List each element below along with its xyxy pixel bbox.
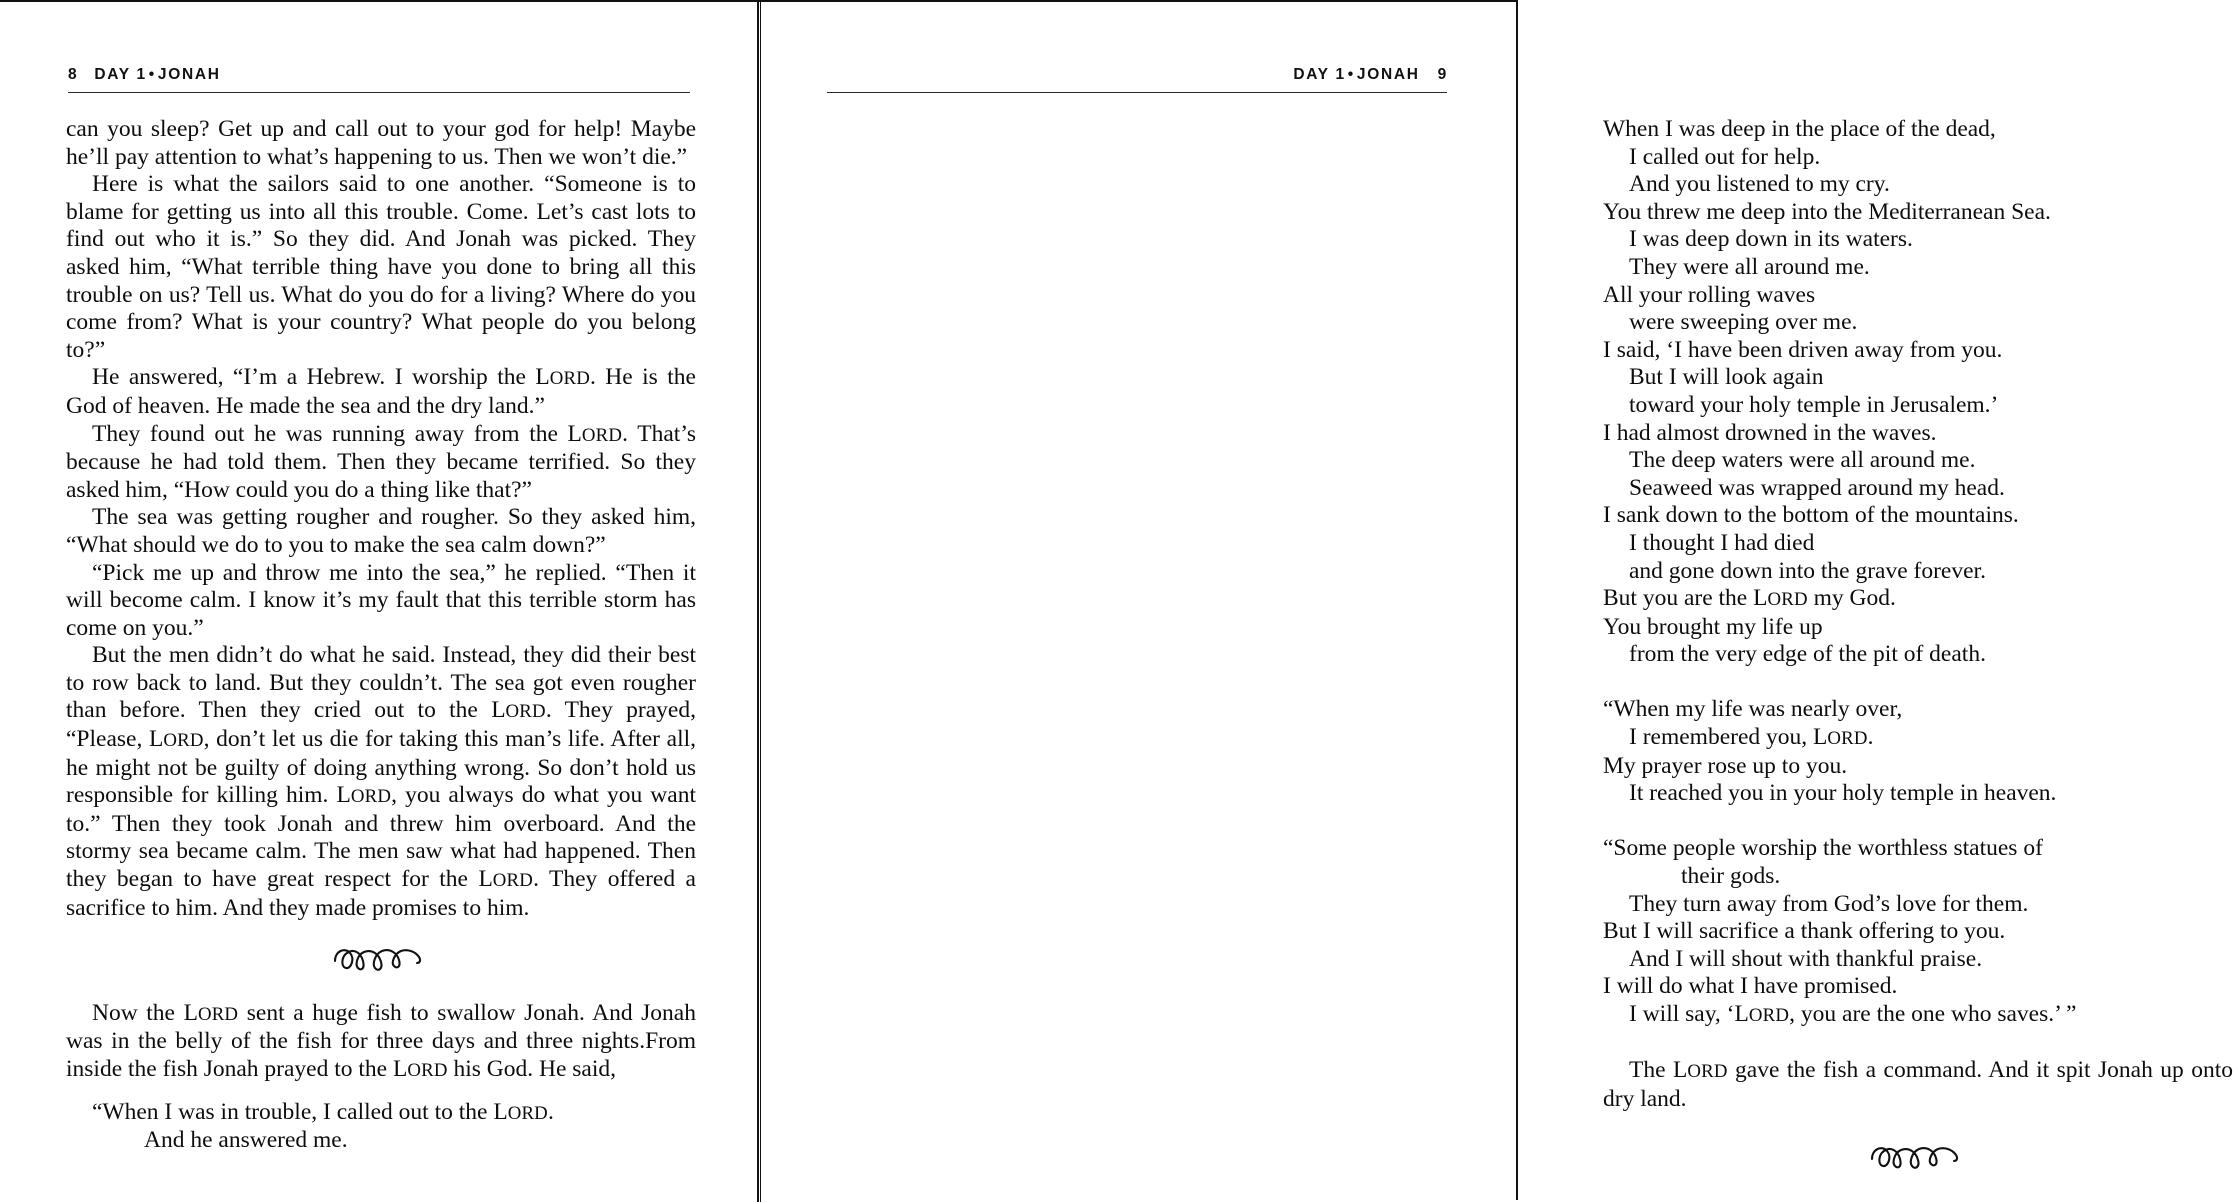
poem-line bbox=[66, 1099, 696, 1128]
poem-line: their gods. bbox=[1681, 863, 1781, 890]
text-run: The bbox=[1629, 1057, 1673, 1084]
text-run: Now the bbox=[92, 999, 184, 1026]
poem-line: They turn away from God’s love for them. bbox=[1629, 890, 2029, 917]
poem-line: The deep waters were all around me. bbox=[1629, 447, 1976, 474]
poem-line: My prayer rose up to you. bbox=[1603, 752, 1848, 779]
running-head-book: JONAH bbox=[1356, 66, 1420, 83]
poem-line bbox=[1603, 724, 2233, 753]
left-page bbox=[0, 2, 758, 1202]
header-rule-left bbox=[68, 92, 690, 93]
poem-stanza bbox=[1603, 696, 2233, 807]
poem-line bbox=[1603, 1001, 2233, 1030]
text-run: He answered, “I’m a Hebrew. I worship the bbox=[92, 364, 536, 391]
text-run: “When I was in trouble, I called out to the bbox=[92, 1098, 494, 1125]
poem-line: I called out for help. bbox=[1629, 143, 1821, 170]
right-page bbox=[758, 2, 2233, 1202]
poem-line: But I will look again bbox=[1629, 364, 1824, 391]
paragraph: “Pick me up and throw me into the sea,” he replied. “Then it will become calm. I know it’s my fault that this terrible storm has come on you.” bbox=[66, 559, 696, 641]
poem-line: They were all around me. bbox=[1629, 253, 1870, 280]
text-run: sent a huge fish to swallow Jonah. And Jonah was in the belly of the fish for three days and three nights.From inside the fish Jonah prayed to the bbox=[66, 999, 696, 1082]
poem-line: I had almost drowned in the waves. bbox=[1603, 419, 1937, 446]
paragraph bbox=[66, 1000, 696, 1085]
poem-line bbox=[1603, 585, 2233, 614]
lord-smallcaps: LORD bbox=[478, 866, 534, 893]
right-text-block bbox=[1603, 116, 2233, 1179]
poem-line: You brought my life up bbox=[1603, 613, 1823, 640]
paragraph bbox=[66, 421, 696, 505]
page-number-right: 9 bbox=[1437, 66, 1448, 83]
text-run: his God. He said, bbox=[447, 1055, 617, 1082]
running-head-separator: • bbox=[148, 66, 156, 83]
lord-smallcaps: LORD bbox=[183, 999, 239, 1026]
running-head-left bbox=[68, 66, 221, 84]
lord-smallcaps: LORD bbox=[491, 697, 546, 724]
poem-line: from the very edge of the pit of death. bbox=[1629, 641, 1986, 668]
lord-smallcaps: LORD bbox=[392, 1055, 448, 1082]
poem-line: And you listened to my cry. bbox=[1629, 171, 1890, 198]
poem-line: And he answered me. bbox=[144, 1127, 348, 1154]
header-rule-right bbox=[827, 92, 1447, 93]
lord-smallcaps: LORD bbox=[493, 1098, 548, 1125]
text-run: They found out he was running away from the bbox=[92, 420, 568, 447]
poem-stanza bbox=[1603, 116, 2233, 669]
poem-line: It reached you in your holy temple in heaven. bbox=[1629, 780, 2057, 807]
lord-smallcaps: LORD bbox=[567, 420, 623, 447]
paragraph: can you sleep? Get up and call out to your god for help! Maybe he’ll pay attention to what’s happening to us. Then we won’t die.” bbox=[66, 116, 696, 170]
left-text-block bbox=[66, 116, 696, 1155]
poem-line: I thought I had died bbox=[1629, 529, 1815, 556]
poem-line: were sweeping over me. bbox=[1629, 309, 1858, 336]
text-run: gave the fish a command. And it spit Jonah up onto dry land. bbox=[1603, 1057, 2233, 1112]
flourish-ornament-left bbox=[66, 941, 696, 981]
page-number-left: 8 bbox=[68, 66, 79, 83]
text-run: . bbox=[547, 1098, 554, 1125]
text-run: I will say, ‘ bbox=[1629, 1001, 1735, 1027]
lord-smallcaps: LORD bbox=[1753, 585, 1808, 612]
poem-line: Seaweed was wrapped around my head. bbox=[1629, 474, 2005, 501]
text-run: . That’s because he had told them. Then they became terrified. So they asked him, “How could you do a thing like that?” bbox=[66, 420, 696, 503]
running-head-separator: • bbox=[1347, 66, 1355, 83]
paragraph bbox=[66, 364, 696, 420]
lord-smallcaps: LORD bbox=[336, 782, 392, 809]
poem-line: When I was deep in the place of the dead, bbox=[1603, 116, 1996, 142]
lord-smallcaps: LORD bbox=[535, 364, 590, 391]
running-head-day: DAY 1 bbox=[1293, 66, 1346, 83]
running-head-book: JONAH bbox=[157, 66, 221, 83]
poem-stanza bbox=[66, 1099, 696, 1155]
poem-stanza bbox=[1603, 835, 2233, 1029]
poem-line: I was deep down in its waters. bbox=[1629, 226, 1913, 253]
poem-line: I sank down to the bottom of the mountains. bbox=[1603, 502, 2019, 529]
poem-line: And I will shout with thankful praise. bbox=[1629, 945, 1983, 972]
poem-line: “Some people worship the worthless statues of bbox=[1603, 835, 2043, 862]
running-head-day: DAY 1 bbox=[94, 66, 147, 83]
text-run: I remembered you, bbox=[1629, 724, 1814, 751]
text-run: , don’t let us die for taking this man’s life. After all, he might not be guilty of doing anything wrong. So don’t hold us responsible for killing him. bbox=[66, 726, 696, 809]
poem-line: toward your holy temple in Jerusalem.’ bbox=[1629, 391, 1999, 418]
running-head-right bbox=[1293, 66, 1448, 84]
paragraph bbox=[1603, 1057, 2233, 1113]
lord-smallcaps: LORD bbox=[149, 726, 204, 753]
text-run: But you are the bbox=[1603, 585, 1754, 612]
text-run: , you are the one who saves.’ ” bbox=[1789, 1001, 2077, 1027]
poem-line: I said, ‘I have been driven away from you. bbox=[1603, 336, 2003, 363]
poem-line: You threw me deep into the Mediterranean Sea. bbox=[1603, 198, 2051, 225]
text-run: But the men didn’t do what he said. Instead, they did their best to row back to land. But they couldn’t. The sea got even rougher than before. Then they cried out to the bbox=[66, 642, 696, 724]
text-run: . bbox=[1867, 724, 1874, 751]
text-run: . They offered a sacrifice to him. And they made promises to him. bbox=[66, 866, 696, 921]
poem-line: But I will sacrifice a thank offering to you. bbox=[1603, 918, 2006, 945]
poem-line: “When my life was nearly over, bbox=[1603, 696, 1903, 723]
text-run: , you always do what you want to.” Then they took Jonah and threw him overboard. And the stormy sea became calm. The men saw what had happened. Then they began to have great respect for the bbox=[66, 782, 696, 893]
lord-smallcaps: LORD bbox=[1672, 1057, 1728, 1084]
paragraph: Here is what the sailors said to one another. “Someone is to blame for getting us into all this trouble. Come. Let’s cast lots to find out who it is.” So they did. And Jonah was picked. They asked him, “What terrible thing have you done to bring all this trouble on us? Tell us. What do you do for a living? Where do you come from? What is your country? What people do you belong to?” bbox=[66, 171, 696, 363]
paragraph: The sea was getting rougher and rougher. So they asked him, “What should we do to you to make the sea calm down?” bbox=[66, 504, 696, 558]
paragraph bbox=[66, 642, 696, 922]
poem-line: All your rolling waves bbox=[1603, 281, 1816, 308]
lord-smallcaps: LORD bbox=[1734, 1001, 1790, 1027]
poem-line: I will do what I have promised. bbox=[1603, 973, 1898, 1000]
text-run: . He is the God of heaven. He made the sea and the dry land.” bbox=[66, 364, 696, 419]
poem-line: and gone down into the grave forever. bbox=[1629, 557, 1986, 584]
text-run: my God. bbox=[1807, 585, 1896, 612]
flourish-ornament-right bbox=[1603, 1139, 2233, 1179]
lord-smallcaps: LORD bbox=[1813, 724, 1868, 751]
text-run: . They prayed, “Please, bbox=[66, 697, 696, 753]
